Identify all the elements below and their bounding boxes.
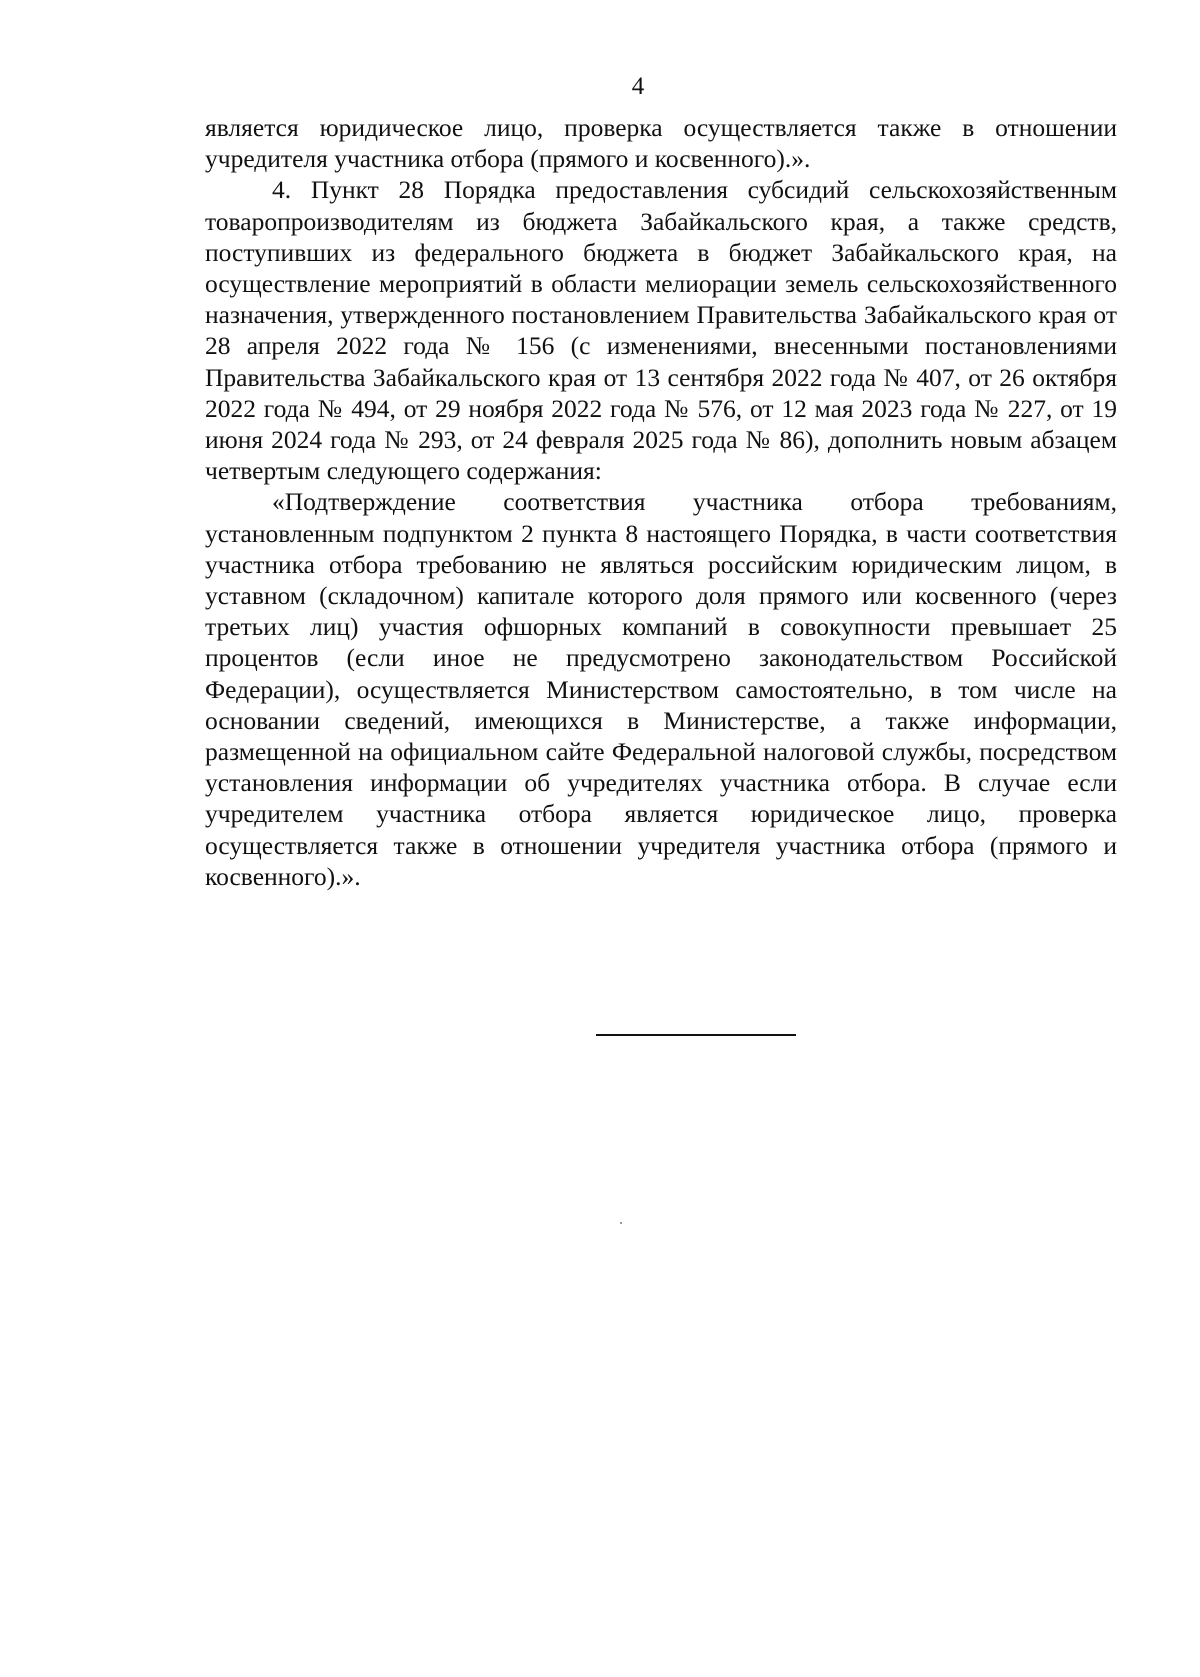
paragraph-item-4: 4. Пункт 28 Порядка предоставления субсидий сельскохозяйственным товаропроизводителям из бюджета Забайкальского края, а также средств, поступивших из федерального бюджета в бюджет Забайкальского края, на осуществление мероприятий в области мелиорации земель сельскохозяйственного назначения, утвержденного постановлением Правительства Забайкальского края от 28 апреля 2022 года № 156 (с изменениями, внесенными постановлениями Правительства Забайкальского края от 13 сентября 2022 года № 407, от 26 октября 2022 года № 494, от 29 ноября 2022 года № 576, от 12 мая 2023 года № 227, от 19 июня 2024 года № 293, от 24 февраля 2025 года № 86), дополнить новым абзацем четвертым следующего содержания: xyxy=(205,175,1117,486)
paragraph-continuation: является юридическое лицо, проверка осуществляется также в отношении учредителя участника отбора (прямого и косвенного).». xyxy=(205,113,1117,174)
paragraph-quoted-amendment: «Подтверждение соответствия участника отбора требованиям, установленным подпунктом 2 пункта 8 настоящего Порядка, в части соответствия участника отбора требованию не являться российским юридическим лицом, в уставном (складочном) капитале которого доля прямого или косвенного (через третьих лиц) участия офшорных компаний в совокупности превышает 25 процентов (если иное не предусмотрено законодательством Российской Федерации), осуществляется Министерством самостоятельно, в том числе на основании сведений, имеющихся в Министерстве, а также информации, размещенной на официальном сайте Федеральной налоговой службы, посредством установления информации об учредителях участника отбора. В случае если учредителем участника отбора является юридическое лицо, проверка осуществляется также в отношении учредителя участника отбора (прямого и косвенного).». xyxy=(205,487,1117,891)
document-body xyxy=(205,112,1117,892)
scan-speck xyxy=(620,1222,622,1224)
page-number: 4 xyxy=(631,73,645,100)
closing-separator-line xyxy=(596,1034,796,1036)
